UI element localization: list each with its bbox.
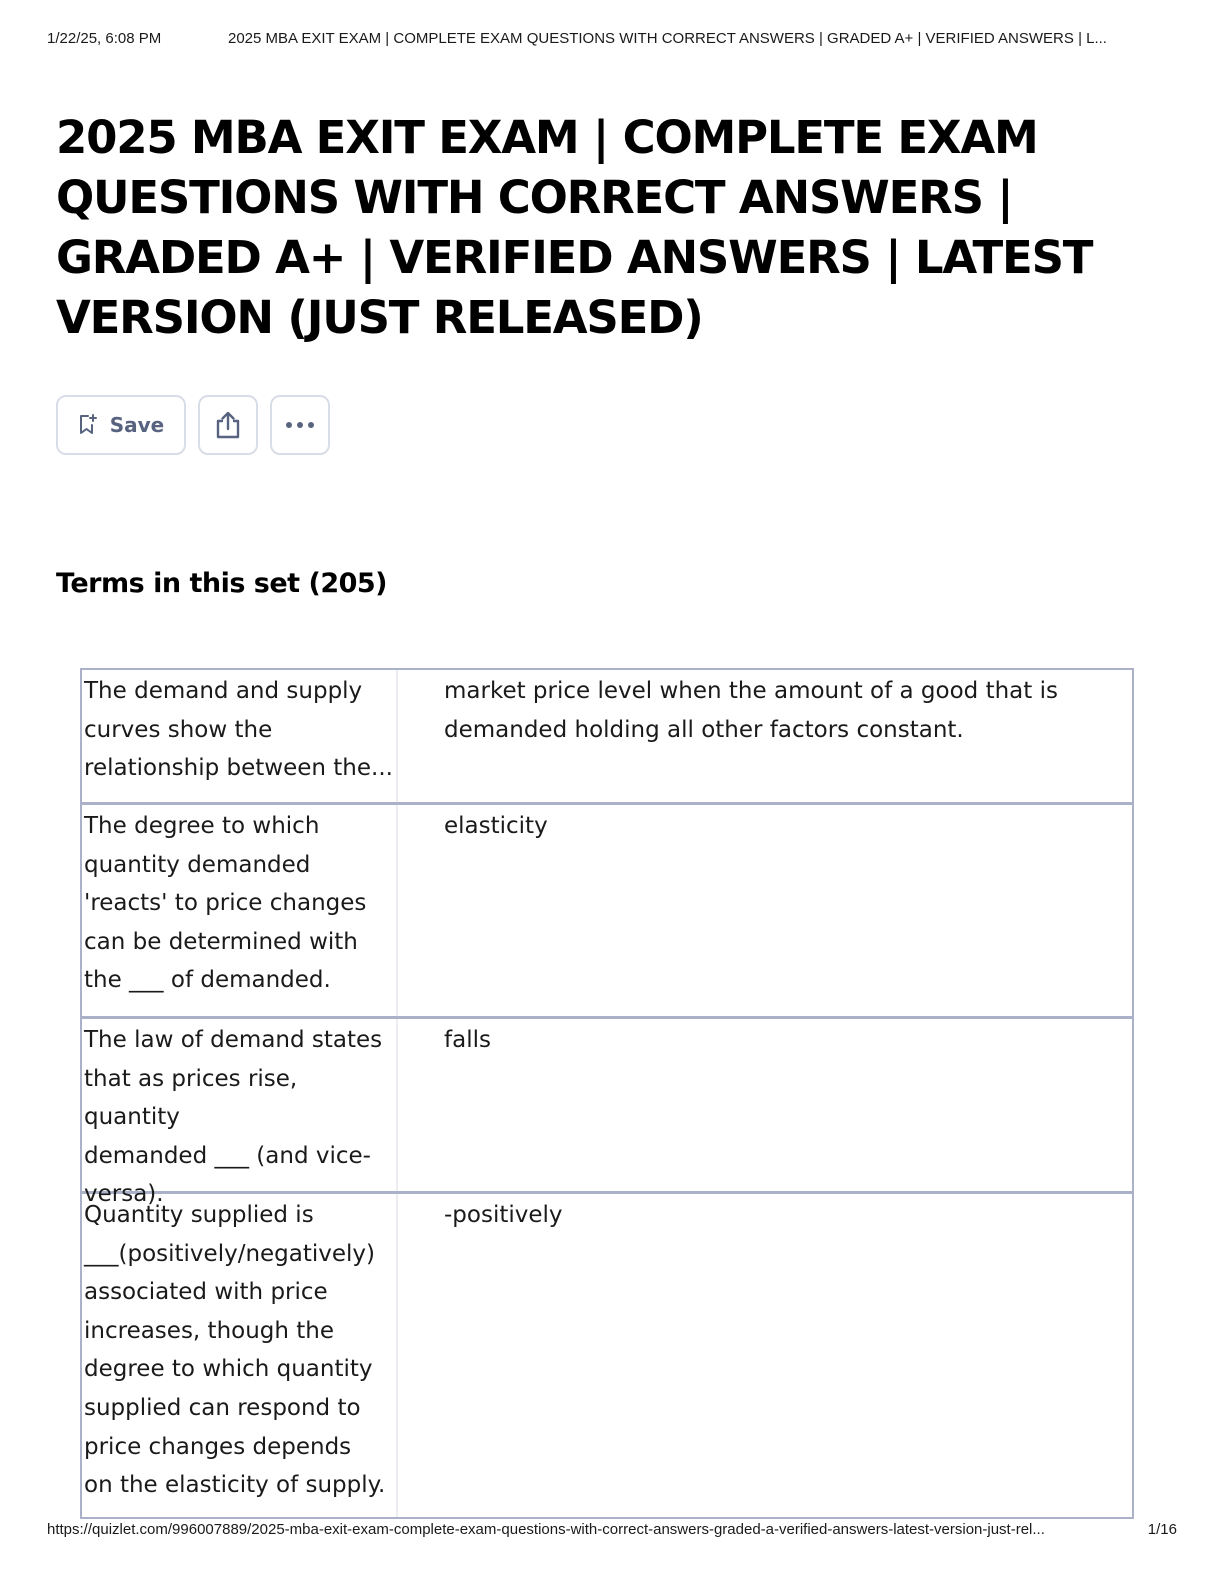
term-text: Quantity supplied is ___(positively/negatively) associated with price increases, though the degree to which quantity supplied can respond to price changes depends on the elasticity of supply. [82, 1194, 398, 1517]
term-row[interactable] [82, 670, 1132, 802]
action-toolbar [56, 395, 330, 455]
save-button-label: Save [109, 413, 165, 437]
print-page-title: 2025 MBA EXIT EXAM | COMPLETE EXAM QUESTIONS WITH CORRECT ANSWERS | GRADED A+ | VERIFIED ANSWERS | L... [228, 30, 1107, 47]
term-text: The law of demand states that as prices rise, quantity demanded ___ (and vice- versa). [82, 1019, 398, 1191]
print-page-number: 1/16 [1147, 1521, 1177, 1538]
more-dots-icon [285, 421, 315, 429]
terms-heading: Terms in this set (205) [56, 568, 388, 599]
bookmark-plus-icon [78, 414, 98, 436]
print-date: 1/22/25, 6:08 PM [47, 30, 162, 47]
share-icon [214, 410, 242, 440]
definition-text: market price level when the amount of a good that is demanded holding all other factors constant. [444, 678, 1058, 743]
term-text: The degree to which quantity demanded 'reacts' to price changes can be determined with the ___ of demanded. [82, 805, 398, 1016]
print-footer [47, 1521, 1177, 1541]
term-row[interactable] [82, 1016, 1132, 1208]
page-title: 2025 MBA EXIT EXAM | COMPLETE EXAM QUESTIONS WITH CORRECT ANSWERS | GRADED A+ | VERIFIED ANSWERS | LATEST VERSION (JUST RELEASED) [56, 111, 1093, 344]
print-header [47, 30, 1177, 50]
share-button[interactable] [198, 395, 258, 455]
term-text: The demand and supply curves show the relationship between the... [82, 670, 398, 802]
term-row[interactable] [82, 1191, 1132, 1517]
term-row[interactable] [82, 802, 1132, 1016]
print-url: https://quizlet.com/996007889/2025-mba-exit-exam-complete-exam-questions-with-correct-answers-graded-a-verified-answers-latest-version-just-rel... [47, 1521, 1045, 1538]
more-options-button[interactable] [270, 395, 330, 455]
terms-table [80, 668, 1134, 1519]
definition-text: -positively [444, 1202, 563, 1228]
definition-text: falls [444, 1027, 491, 1053]
definition-text: elasticity [444, 813, 548, 839]
save-button[interactable] [56, 395, 186, 455]
